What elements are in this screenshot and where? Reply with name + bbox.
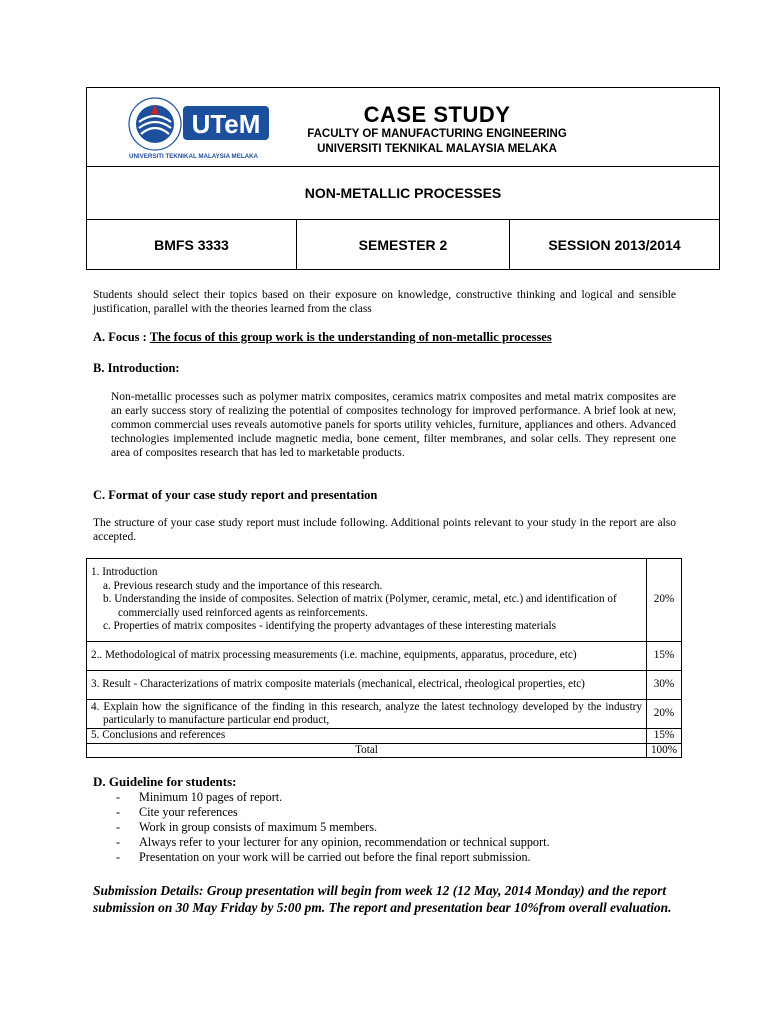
list-item	[116, 805, 550, 820]
logo-text: UTeM	[191, 109, 261, 139]
semester: SEMESTER 2	[297, 220, 510, 269]
rubric-percent: 15%	[647, 642, 682, 671]
guideline-list	[116, 790, 550, 865]
rubric-subitem-b	[91, 593, 642, 620]
rubric-percent: 30%	[647, 671, 682, 700]
rubric-percent: 15%	[647, 729, 682, 744]
list-item-text: Presentation on your work will be carried out before the final report submission.	[139, 850, 531, 864]
university-name: UNIVERSITI TEKNIKAL MALAYSIA MELAKA	[317, 143, 557, 155]
case-study-title: CASE STUDY	[363, 102, 511, 127]
course-info-row	[87, 220, 719, 269]
rubric-total-percent: 100%	[647, 743, 682, 758]
section-b-heading: B. Introduction:	[93, 361, 180, 375]
rubric-percent: 20%	[647, 700, 682, 729]
course-title: NON-METALLIC PROCESSES	[304, 185, 502, 201]
rubric-item-introduction	[87, 559, 647, 642]
list-item-text: Minimum 10 pages of report.	[139, 790, 283, 804]
rubric-subitem-b-text: b. Understanding the inside of composites. Selection of matrix (Polymer, ceramic, metal, etc.) and identification of commercially used reinforced agents as reinforcements.	[103, 593, 617, 619]
list-item	[116, 820, 550, 835]
rubric-item-text: 3. Result - Characterizations of matrix composite materials (mechanical, electrical, rheological properties, etc)	[91, 678, 585, 691]
dash-bullet-icon: -	[116, 835, 121, 849]
section-a-heading	[93, 330, 552, 345]
table-row	[87, 642, 682, 671]
list-item-text: Always refer to your lecturer for any opinion, recommendation or technical support.	[139, 835, 550, 849]
course-title-row	[87, 167, 719, 220]
table-row	[87, 729, 682, 744]
intro-paragraph: Students should select their topics based on their exposure on knowledge, constructive thinking and logical and sensible justification, parallel with the theories learned from the class	[93, 289, 676, 315]
document-header	[86, 87, 720, 270]
section-c-heading: C. Format of your case study report and presentation	[93, 488, 378, 502]
list-item-text: Cite your references	[139, 805, 238, 819]
list-item-text: Work in group consists of maximum 5 members.	[139, 820, 378, 834]
section-c-paragraph: The structure of your case study report must include following. Additional points relevant to your study in the report are also accepted.	[93, 517, 676, 543]
rubric-percent: 20%	[647, 559, 682, 642]
dash-bullet-icon: -	[116, 790, 121, 804]
table-row-total	[87, 743, 682, 758]
rubric-item-text: 4. Explain how the significance of the finding in this research, analyze the latest technology developed by the industry particularly to manufacture particular end product,	[91, 700, 642, 726]
rubric-item-methodology	[87, 642, 647, 671]
list-item	[116, 835, 550, 850]
dash-bullet-icon: -	[116, 850, 121, 864]
rubric-item-significance	[87, 700, 647, 729]
rubric-item-title: 1. Introduction	[91, 566, 158, 579]
session: SESSION 2013/2014	[548, 236, 681, 253]
section-a-label: A. Focus :	[93, 330, 150, 344]
rubric-item-conclusions: 5. Conclusions and references	[87, 729, 647, 744]
rubric-total-label: Total	[87, 743, 647, 758]
utem-logo	[125, 92, 275, 162]
rubric-subitem-c-text: c. Properties of matrix composites - identifying the property advantages of these interesting materials	[103, 620, 556, 633]
rubric-item-text: 2.. Methodological of matrix processing measurements (i.e. machine, equipments, apparatus, procedure, etc)	[91, 649, 577, 662]
section-a-text: The focus of this group work is the understanding of non-metallic processes	[149, 330, 552, 344]
logo-caption: UNIVERSITI TEKNIKAL MALAYSIA MELAKA	[129, 153, 259, 160]
table-row	[87, 671, 682, 700]
faculty-name: FACULTY OF MANUFACTURING ENGINEERING	[307, 128, 567, 140]
dash-bullet-icon: -	[116, 805, 121, 819]
section-d-heading: D. Guideline for students:	[93, 774, 237, 789]
rubric-subitem-c	[91, 620, 642, 634]
list-item	[116, 850, 550, 865]
list-item	[116, 790, 550, 805]
table-row	[87, 700, 682, 729]
table-row	[87, 559, 682, 642]
rubric-item-result	[87, 671, 647, 700]
section-b-paragraph: Non-metallic processes such as polymer matrix composites, ceramics matrix composites and metal matrix composites are an early success story of realizing the potential of composites technology for improved performance. A brief look at new, common commercial uses reveals automotive panels for sports utility vehicles, furniture, appliances and others. Advanced technologies implemented include magnetic media, bone cement, filter membranes, and solar cells. They represent one area of composites research that has led to marketable products.	[111, 391, 676, 459]
header-title-row	[87, 88, 719, 167]
submission-details: Submission Details: Group presentation will begin from week 12 (12 May, 2014 Monday) and the report submission on 30 May Friday by 5:00 pm. The report and presentation bear 10%from overall evaluation.	[93, 883, 672, 915]
rubric-subitem-a: a. Previous research study and the importance of this research.	[103, 579, 383, 592]
course-code: BMFS 3333	[87, 220, 297, 269]
dash-bullet-icon: -	[116, 820, 121, 834]
rubric-table	[86, 558, 682, 758]
